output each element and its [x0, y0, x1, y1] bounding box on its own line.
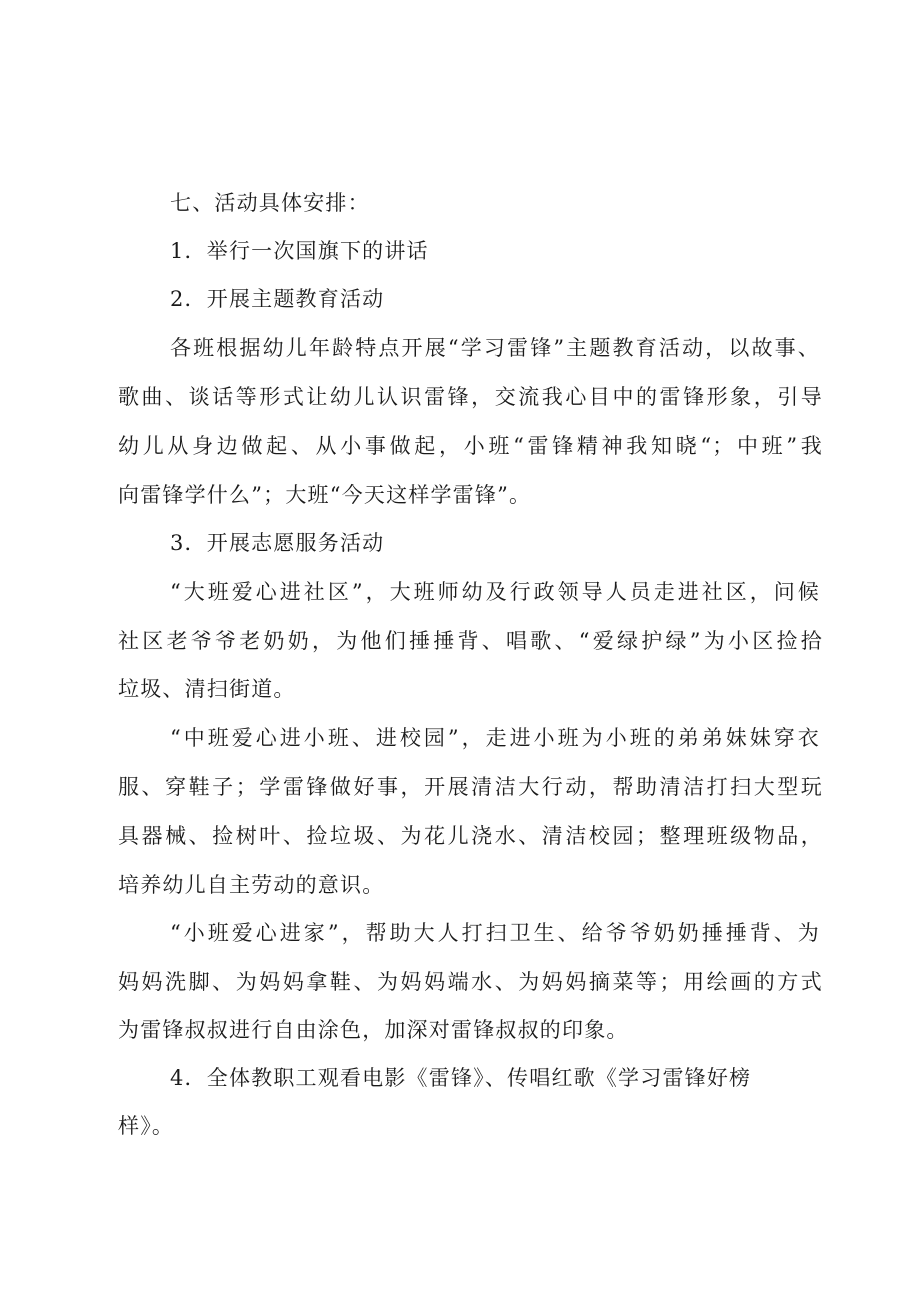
section-heading: 七、活动具体安排：	[170, 191, 370, 215]
paragraph-middle-class-line-4: 培养幼儿自主劳动的意识。	[118, 873, 385, 897]
list-item-4-continuation: 样》。	[118, 1114, 175, 1138]
paragraph-big-class-line-2: 社区老爷爷老奶奶，为他们捶捶背、唱歌、“爱绿护绿”为小区捡拾	[118, 629, 823, 653]
paragraph-small-class-line-2: 妈妈洗脚、为妈妈拿鞋、为妈妈端水、为妈妈摘菜等；用绘画的方式	[118, 970, 823, 994]
paragraph-middle-class-line-1: “中班爱心进小班、进校园”，走进小班为小班的弟弟妹妹穿衣	[170, 726, 820, 750]
list-item-1: 1．举行一次国旗下的讲话	[170, 239, 429, 263]
paragraph-theme-line-2: 歌曲、谈话等形式让幼儿认识雷锋，交流我心目中的雷锋形象，引导	[118, 385, 823, 409]
paragraph-theme-line-3: 幼儿从身边做起、从小事做起，小班“雷锋精神我知晓“；中班”我	[118, 434, 823, 458]
paragraph-theme-line-1: 各班根据幼儿年龄特点开展“学习雷锋”主题教育活动，以故事、	[170, 336, 820, 360]
paragraph-big-class-line-1: “大班爱心进社区”，大班师幼及行政领导人员走进社区，问候	[170, 580, 820, 604]
paragraph-theme-line-4: 向雷锋学什么”；大班“今天这样学雷锋”。	[118, 483, 532, 507]
paragraph-middle-class-line-3: 具器械、捡树叶、捡垃圾、为花儿浇水、清洁校园；整理班级物品，	[118, 824, 823, 848]
paragraph-small-class-line-1: “小班爱心进家”，帮助大人打扫卫生、给爷爷奶奶捶捶背、为	[170, 921, 820, 945]
list-item-4: 4．全体教职工观看电影《雷锋》、传唱红歌《学习雷锋好榜	[170, 1066, 752, 1090]
list-item-2: 2．开展主题教育活动	[170, 287, 385, 311]
list-item-3: 3．开展志愿服务活动	[170, 531, 385, 555]
paragraph-small-class-line-3: 为雷锋叔叔进行自由涂色，加深对雷锋叔叔的印象。	[118, 1018, 629, 1042]
paragraph-middle-class-line-2: 服、穿鞋子；学雷锋做好事，开展清洁大行动，帮助清洁打扫大型玩	[118, 775, 823, 799]
paragraph-big-class-line-3: 垃圾、清扫街道。	[118, 677, 296, 701]
